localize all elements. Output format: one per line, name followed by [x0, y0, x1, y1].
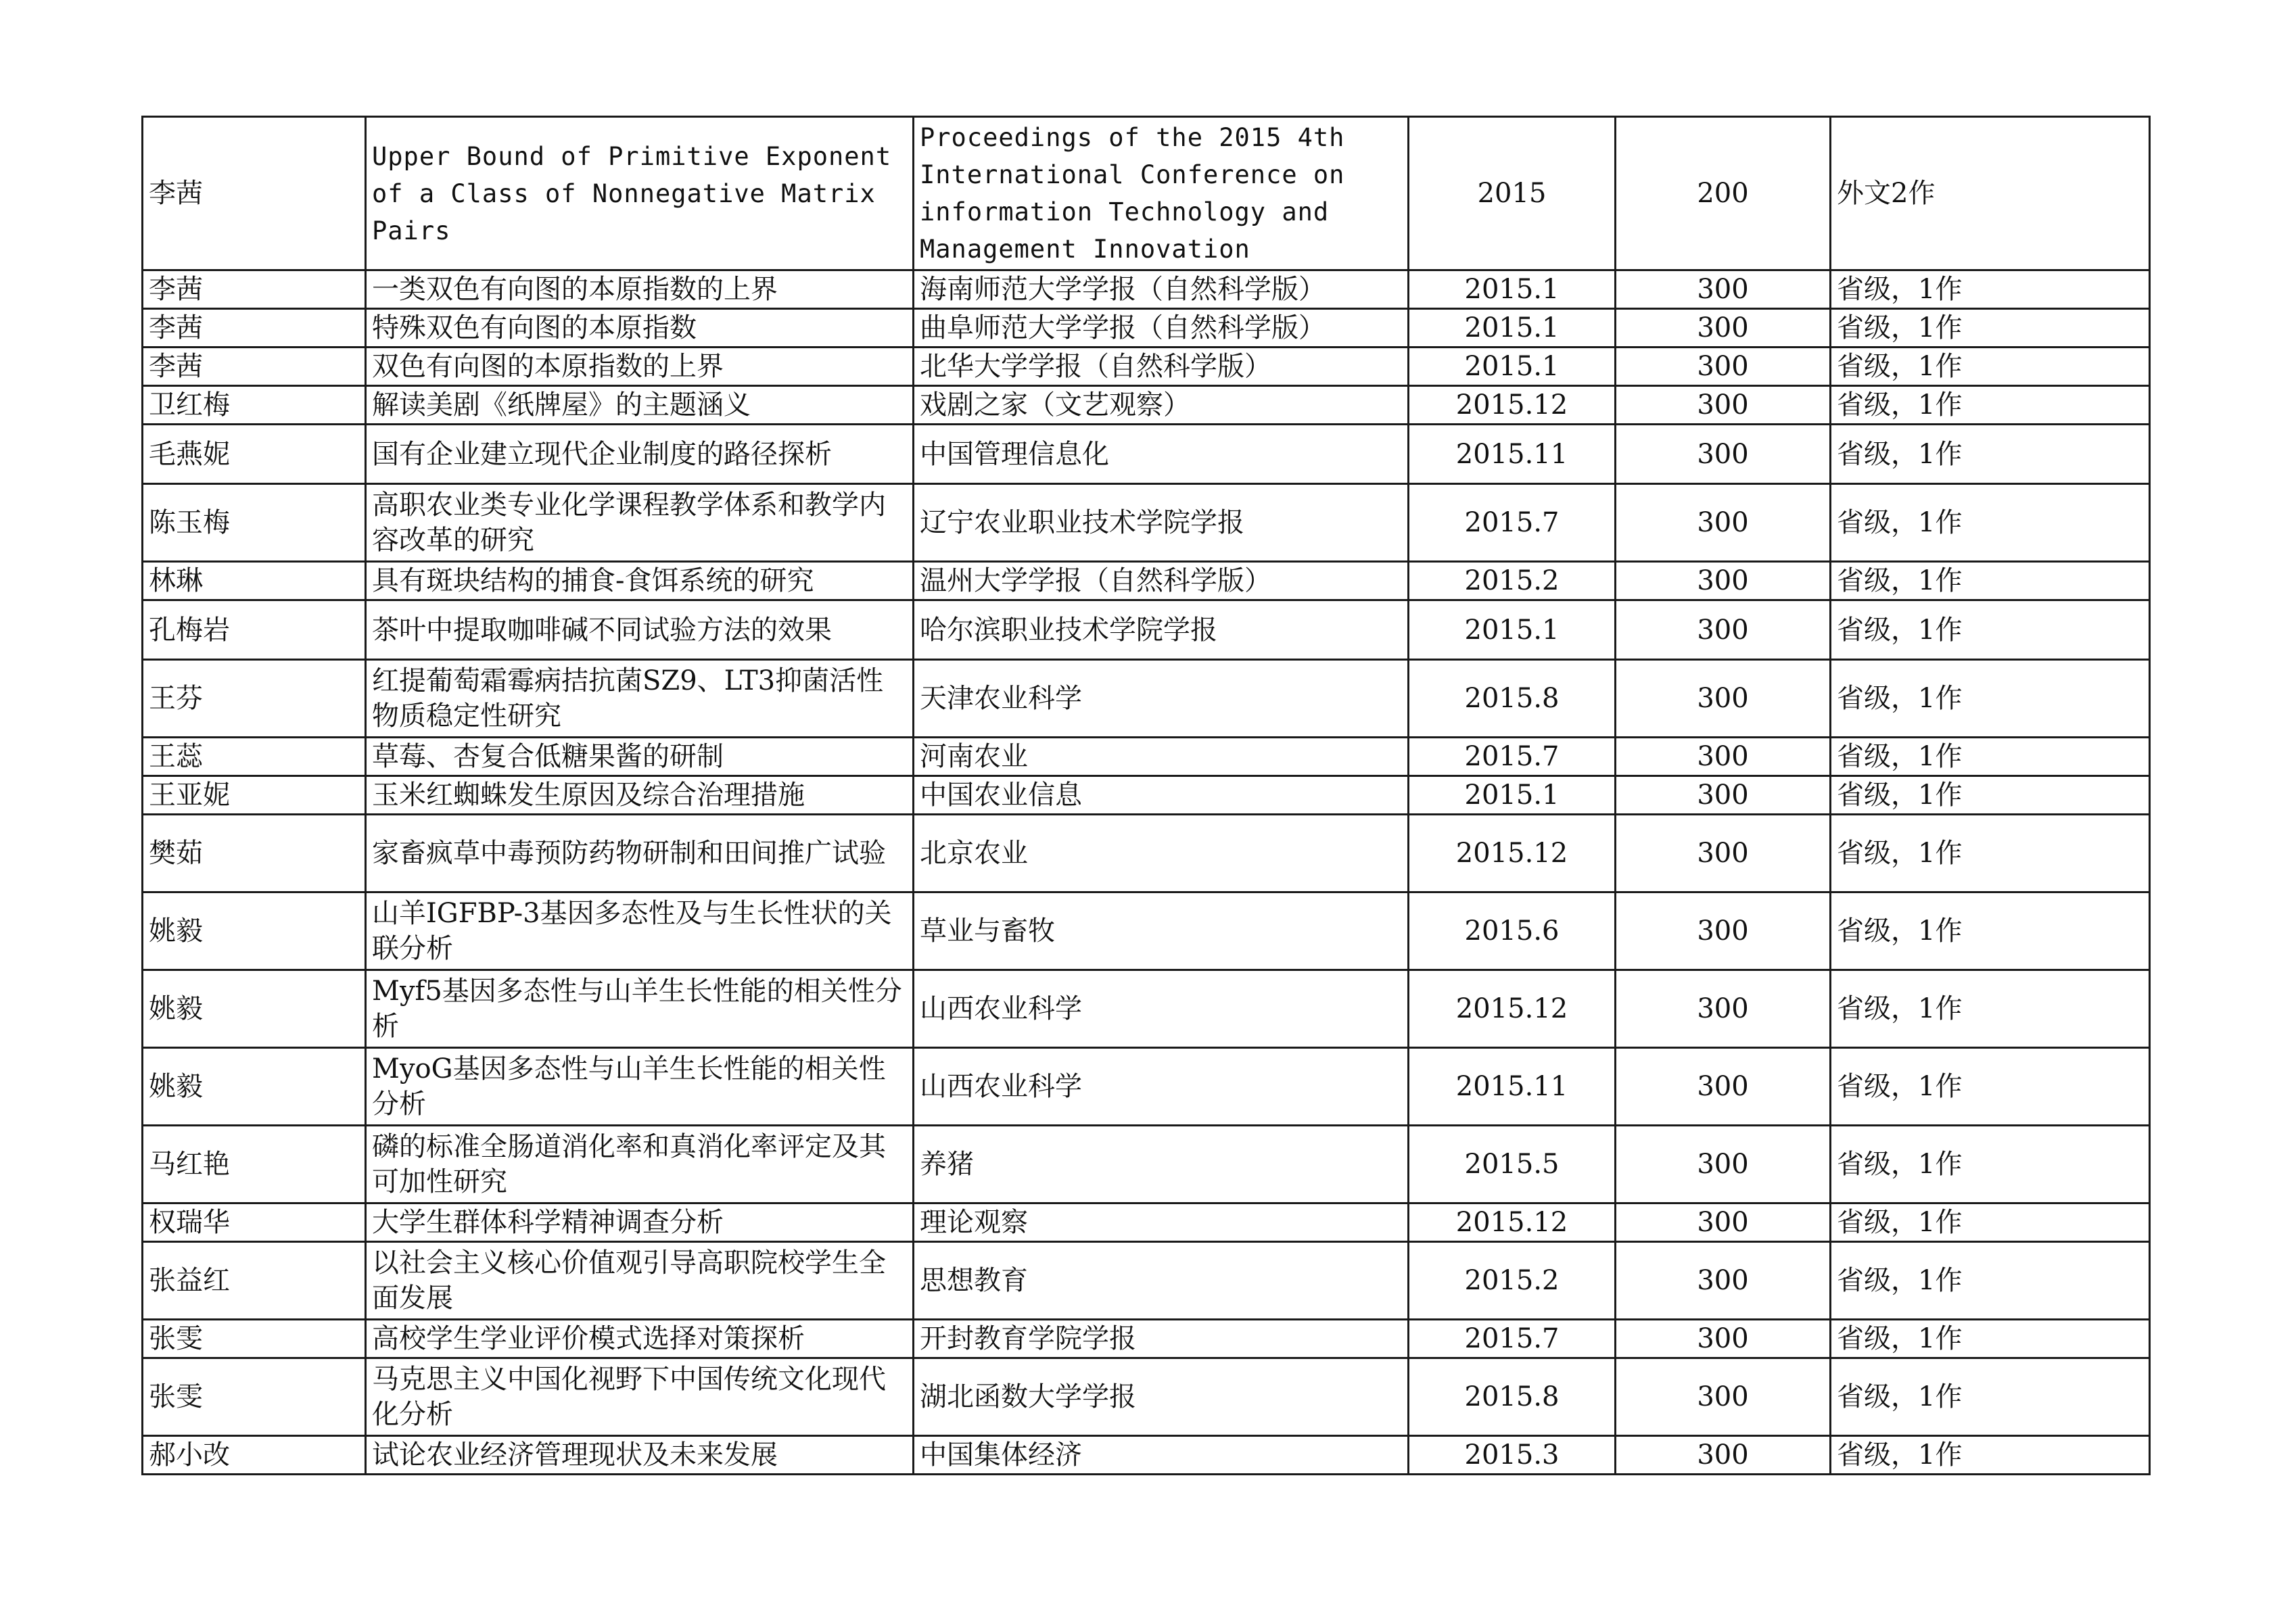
level-cell: 外文2作	[1831, 117, 2150, 270]
level-cell: 省级，1作	[1831, 562, 2150, 600]
fee-cell: 300	[1616, 970, 1831, 1048]
title-cell: 试论农业经济管理现状及未来发展	[366, 1436, 914, 1475]
date-cell: 2015.11	[1409, 1048, 1616, 1126]
date-cell: 2015.12	[1409, 1203, 1616, 1242]
title-cell: 双色有向图的本原指数的上界	[366, 348, 914, 386]
title-cell: 玉米红蜘蛛发生原因及综合治理措施	[366, 776, 914, 815]
fee-cell: 300	[1616, 1242, 1831, 1320]
fee-cell: 300	[1616, 386, 1831, 425]
level-cell: 省级，1作	[1831, 776, 2150, 815]
table-row	[143, 892, 2150, 970]
author-cell: 毛燕妮	[143, 425, 366, 484]
title-cell: 马克思主义中国化视野下中国传统文化现代化分析	[366, 1358, 914, 1436]
table-row	[143, 815, 2150, 892]
fee-cell: 300	[1616, 562, 1831, 600]
level-cell: 省级，1作	[1831, 660, 2150, 738]
level-cell: 省级，1作	[1831, 1048, 2150, 1126]
journal-cell: 山西农业科学	[914, 970, 1409, 1048]
author-cell: 张益红	[143, 1242, 366, 1320]
level-cell: 省级，1作	[1831, 815, 2150, 892]
level-cell: 省级，1作	[1831, 270, 2150, 309]
author-cell: 张雯	[143, 1358, 366, 1436]
author-cell: 李茜	[143, 309, 366, 348]
table-row	[143, 776, 2150, 815]
fee-cell: 300	[1616, 1320, 1831, 1358]
date-cell: 2015.1	[1409, 600, 1616, 660]
journal-cell: 天津农业科学	[914, 660, 1409, 738]
level-cell: 省级，1作	[1831, 484, 2150, 562]
journal-cell: 曲阜师范大学学报（自然科学版）	[914, 309, 1409, 348]
table-row	[143, 738, 2150, 776]
title-cell: 磷的标准全肠道消化率和真消化率评定及其可加性研究	[366, 1126, 914, 1203]
level-cell: 省级，1作	[1831, 600, 2150, 660]
fee-cell: 300	[1616, 1048, 1831, 1126]
date-cell: 2015.7	[1409, 1320, 1616, 1358]
level-cell: 省级，1作	[1831, 386, 2150, 425]
journal-cell: 河南农业	[914, 738, 1409, 776]
date-cell: 2015.8	[1409, 1358, 1616, 1436]
title-cell: 具有斑块结构的捕食-食饵系统的研究	[366, 562, 914, 600]
author-cell: 王芬	[143, 660, 366, 738]
table-row	[143, 386, 2150, 425]
fee-cell: 200	[1616, 117, 1831, 270]
author-cell: 王亚妮	[143, 776, 366, 815]
table-row	[143, 660, 2150, 738]
fee-cell: 300	[1616, 660, 1831, 738]
fee-cell: 300	[1616, 776, 1831, 815]
level-cell: 省级，1作	[1831, 348, 2150, 386]
author-cell: 樊茹	[143, 815, 366, 892]
date-cell: 2015.2	[1409, 1242, 1616, 1320]
date-cell: 2015	[1409, 117, 1616, 270]
level-cell: 省级，1作	[1831, 1436, 2150, 1475]
title-cell: 茶叶中提取咖啡碱不同试验方法的效果	[366, 600, 914, 660]
author-cell: 孔梅岩	[143, 600, 366, 660]
title-cell: 特殊双色有向图的本原指数	[366, 309, 914, 348]
journal-cell: 中国管理信息化	[914, 425, 1409, 484]
fee-cell: 300	[1616, 600, 1831, 660]
title-cell: MyoG基因多态性与山羊生长性能的相关性分析	[366, 1048, 914, 1126]
author-cell: 王蕊	[143, 738, 366, 776]
fee-cell: 300	[1616, 1436, 1831, 1475]
title-cell: 国有企业建立现代企业制度的路径探析	[366, 425, 914, 484]
journal-cell: 开封教育学院学报	[914, 1320, 1409, 1358]
title-cell: 大学生群体科学精神调查分析	[366, 1203, 914, 1242]
level-cell: 省级，1作	[1831, 425, 2150, 484]
table-row	[143, 1242, 2150, 1320]
journal-cell: Proceedings of the 2015 4th International Conference on information Technology and Management Innovation	[914, 117, 1409, 270]
level-cell: 省级，1作	[1831, 892, 2150, 970]
fee-cell: 300	[1616, 484, 1831, 562]
table-row	[143, 1320, 2150, 1358]
date-cell: 2015.12	[1409, 386, 1616, 425]
table-row	[143, 309, 2150, 348]
level-cell: 省级，1作	[1831, 1358, 2150, 1436]
date-cell: 2015.7	[1409, 484, 1616, 562]
table-row	[143, 1126, 2150, 1203]
title-cell: 草莓、杏复合低糖果酱的研制	[366, 738, 914, 776]
fee-cell: 300	[1616, 1203, 1831, 1242]
fee-cell: 300	[1616, 348, 1831, 386]
journal-cell: 海南师范大学学报（自然科学版）	[914, 270, 1409, 309]
fee-cell: 300	[1616, 738, 1831, 776]
journal-cell: 北京农业	[914, 815, 1409, 892]
author-cell: 权瑞华	[143, 1203, 366, 1242]
date-cell: 2015.6	[1409, 892, 1616, 970]
fee-cell: 300	[1616, 1358, 1831, 1436]
fee-cell: 300	[1616, 815, 1831, 892]
journal-cell: 戏剧之家（文艺观察）	[914, 386, 1409, 425]
author-cell: 陈玉梅	[143, 484, 366, 562]
author-cell: 姚毅	[143, 892, 366, 970]
table-row	[143, 1048, 2150, 1126]
author-cell: 姚毅	[143, 1048, 366, 1126]
table-row	[143, 1358, 2150, 1436]
title-cell: 家畜疯草中毒预防药物研制和田间推广试验	[366, 815, 914, 892]
table-row	[143, 562, 2150, 600]
date-cell: 2015.1	[1409, 309, 1616, 348]
date-cell: 2015.5	[1409, 1126, 1616, 1203]
author-cell: 姚毅	[143, 970, 366, 1048]
author-cell: 李茜	[143, 270, 366, 309]
date-cell: 2015.8	[1409, 660, 1616, 738]
author-cell: 李茜	[143, 117, 366, 270]
date-cell: 2015.1	[1409, 270, 1616, 309]
level-cell: 省级，1作	[1831, 738, 2150, 776]
date-cell: 2015.1	[1409, 776, 1616, 815]
level-cell: 省级，1作	[1831, 1203, 2150, 1242]
journal-cell: 思想教育	[914, 1242, 1409, 1320]
fee-cell: 300	[1616, 309, 1831, 348]
title-cell: 红提葡萄霜霉病拮抗菌SZ9、LT3抑菌活性物质稳定性研究	[366, 660, 914, 738]
author-cell: 林琳	[143, 562, 366, 600]
date-cell: 2015.11	[1409, 425, 1616, 484]
date-cell: 2015.3	[1409, 1436, 1616, 1475]
title-cell: 解读美剧《纸牌屋》的主题涵义	[366, 386, 914, 425]
table-row	[143, 348, 2150, 386]
fee-cell: 300	[1616, 425, 1831, 484]
level-cell: 省级，1作	[1831, 309, 2150, 348]
table-row	[143, 117, 2150, 270]
date-cell: 2015.7	[1409, 738, 1616, 776]
journal-cell: 养猪	[914, 1126, 1409, 1203]
journal-cell: 哈尔滨职业技术学院学报	[914, 600, 1409, 660]
level-cell: 省级，1作	[1831, 1242, 2150, 1320]
date-cell: 2015.2	[1409, 562, 1616, 600]
journal-cell: 理论观察	[914, 1203, 1409, 1242]
date-cell: 2015.12	[1409, 970, 1616, 1048]
journal-cell: 湖北函数大学学报	[914, 1358, 1409, 1436]
table-row	[143, 970, 2150, 1048]
journal-cell: 温州大学学报（自然科学版）	[914, 562, 1409, 600]
level-cell: 省级，1作	[1831, 1320, 2150, 1358]
fee-cell: 300	[1616, 270, 1831, 309]
journal-cell: 北华大学学报（自然科学版）	[914, 348, 1409, 386]
publication-table	[141, 116, 2151, 1475]
fee-cell: 300	[1616, 1126, 1831, 1203]
title-cell: Myf5基因多态性与山羊生长性能的相关性分析	[366, 970, 914, 1048]
author-cell: 郝小改	[143, 1436, 366, 1475]
title-cell: 高职农业类专业化学课程教学体系和教学内容改革的研究	[366, 484, 914, 562]
table-row	[143, 270, 2150, 309]
table-row	[143, 1203, 2150, 1242]
level-cell: 省级，1作	[1831, 1126, 2150, 1203]
title-cell: 山羊IGFBP-3基因多态性及与生长性状的关联分析	[366, 892, 914, 970]
fee-cell: 300	[1616, 892, 1831, 970]
title-cell: 高校学生学业评价模式选择对策探析	[366, 1320, 914, 1358]
journal-cell: 中国集体经济	[914, 1436, 1409, 1475]
level-cell: 省级，1作	[1831, 970, 2150, 1048]
date-cell: 2015.1	[1409, 348, 1616, 386]
author-cell: 张雯	[143, 1320, 366, 1358]
table-row	[143, 600, 2150, 660]
table-row	[143, 484, 2150, 562]
table-row	[143, 425, 2150, 484]
journal-cell: 辽宁农业职业技术学院学报	[914, 484, 1409, 562]
title-cell: 以社会主义核心价值观引导高职院校学生全面发展	[366, 1242, 914, 1320]
date-cell: 2015.12	[1409, 815, 1616, 892]
author-cell: 卫红梅	[143, 386, 366, 425]
title-cell: 一类双色有向图的本原指数的上界	[366, 270, 914, 309]
journal-cell: 山西农业科学	[914, 1048, 1409, 1126]
journal-cell: 中国农业信息	[914, 776, 1409, 815]
title-cell: Upper Bound of Primitive Exponent of a Class of Nonnegative Matrix Pairs	[366, 117, 914, 270]
table-row	[143, 1436, 2150, 1475]
author-cell: 李茜	[143, 348, 366, 386]
journal-cell: 草业与畜牧	[914, 892, 1409, 970]
author-cell: 马红艳	[143, 1126, 366, 1203]
